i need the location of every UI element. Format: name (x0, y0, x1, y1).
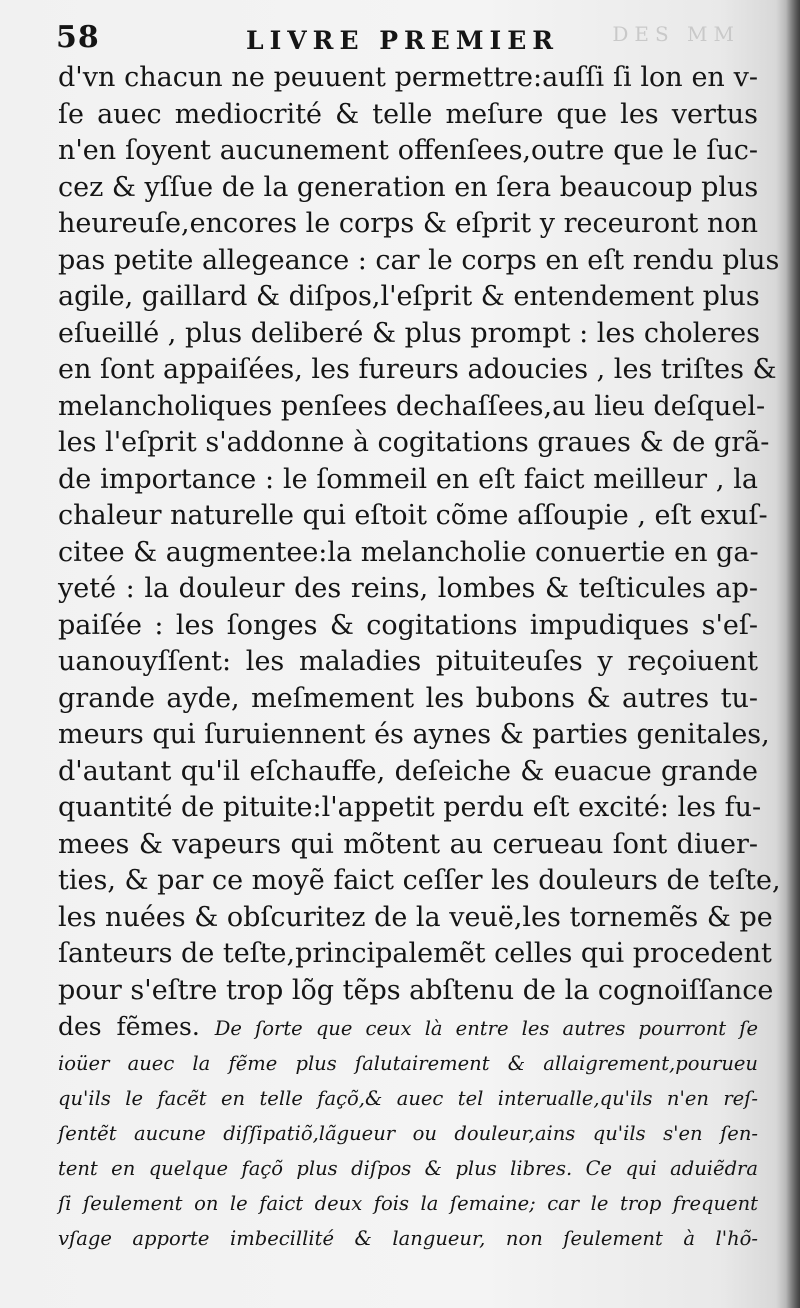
text-line: chaleur naturelle qui eſtoit cõme aſſoupie , eſt exuſ- (58, 500, 768, 531)
text-line: grande ayde, meſmement les bubons & autres tu- (58, 682, 758, 714)
text-line: uanouyſſent: les maladies pituiteuſes y reçoiuent (58, 646, 758, 677)
text-line: cez & yſſue de la generation en ſera beaucoup plus (58, 171, 759, 203)
text-line: paiſée : les ſonges & cogitations impudiques s'eſ- (58, 609, 758, 641)
text-line: yeté : la douleur des reins, lombes & teſticules ap- (58, 573, 758, 604)
text-line: les nuées & obſcuritez de la veuë,les tornemẽs & pe (58, 901, 773, 933)
italic-line: vſage apporte imbecillité & langueur, non ſeulement à l'hõ- (58, 1226, 758, 1250)
italic-segment: De ſorte que ceux là entre les autres pourront ſe (214, 1017, 758, 1040)
text-line: n'en ſoyent aucunement offenſees,outre que le ſuc- (58, 135, 758, 166)
text-line: quantité de pituite:l'appetit perdu eſt excité: les fu- (58, 792, 762, 823)
text-line: meurs qui ſuruiennent és aynes & parties genitales, (58, 719, 770, 750)
italic-line: qu'ils le facẽt en telle façõ,& auec tel interualle,qu'ils n'en reſ- (58, 1086, 758, 1110)
text-line: en ſont appaiſées, les fureurs adoucies , les triſtes & (58, 354, 777, 385)
page-number: 58 (56, 20, 100, 55)
running-title: LIVRE PREMIER (246, 26, 560, 55)
text-line: ties, & par ce moyẽ faict ceſſer les douleurs de teſte, (58, 865, 781, 896)
body-text (58, 60, 781, 1256)
text-line: mees & vapeurs qui mõtent au cerueau ſont diuer- (58, 828, 758, 860)
text-line: citee & augmentee:la melancholie conuertie en ga- (58, 536, 759, 568)
text-line: d'vn chacun ne peuuent permettre:auſſi ſi lon en v- (58, 62, 758, 93)
text-line: eſueillé , plus deliberé & plus prompt : les choleres (58, 317, 760, 349)
italic-line: ſi ſeulement on le faict deux fois la ſemaine; car le trop frequent (58, 1191, 758, 1215)
italic-line: ſentẽt aucune diſſipatiõ,lãgueur ou douleur,ains qu'ils s'en ſen- (58, 1121, 758, 1145)
text-line: pour s'eſtre trop lõg tẽps abſtenu de la cognoiſſance (58, 974, 774, 1006)
text-line: les l'eſprit s'addonne à cogitations graues & de grã- (58, 427, 770, 458)
page-spine-shadow (786, 0, 800, 1308)
text-line: ſe auec mediocrité & telle meſure que les vertus (58, 98, 758, 130)
mixed-text-line (58, 1009, 758, 1046)
page-header (56, 14, 770, 58)
text-line: d'autant qu'il eſchauffe, deſeiche & euacue grande (58, 755, 758, 787)
text-line: agile, gaillard & diſpos,l'eſprit & entendement plus (58, 281, 760, 312)
text-line: pas petite allegeance : car le corps en eſt rendu plus (58, 244, 780, 276)
text-line: melancholiques penſees dechaſſees,au lieu deſquel- (58, 390, 766, 422)
italic-line: ioüer auec la fẽme plus ſalutairement & allaigrement,pourueu (58, 1051, 758, 1075)
bleed-through-text: DES MM (612, 22, 740, 46)
text-line: heureuſe,encores le corps & eſprit y receuront non (58, 208, 758, 239)
text-line: de importance : le ſommeil en eſt faict meilleur , la (58, 463, 758, 495)
roman-segment: des fẽmes. (58, 1012, 200, 1041)
text-line: ſanteurs de teſte,principalemẽt celles qui procedent (58, 938, 772, 969)
italic-line: tent en quelque façõ plus diſpos & plus libres. Ce qui aduiẽdra (58, 1156, 758, 1180)
